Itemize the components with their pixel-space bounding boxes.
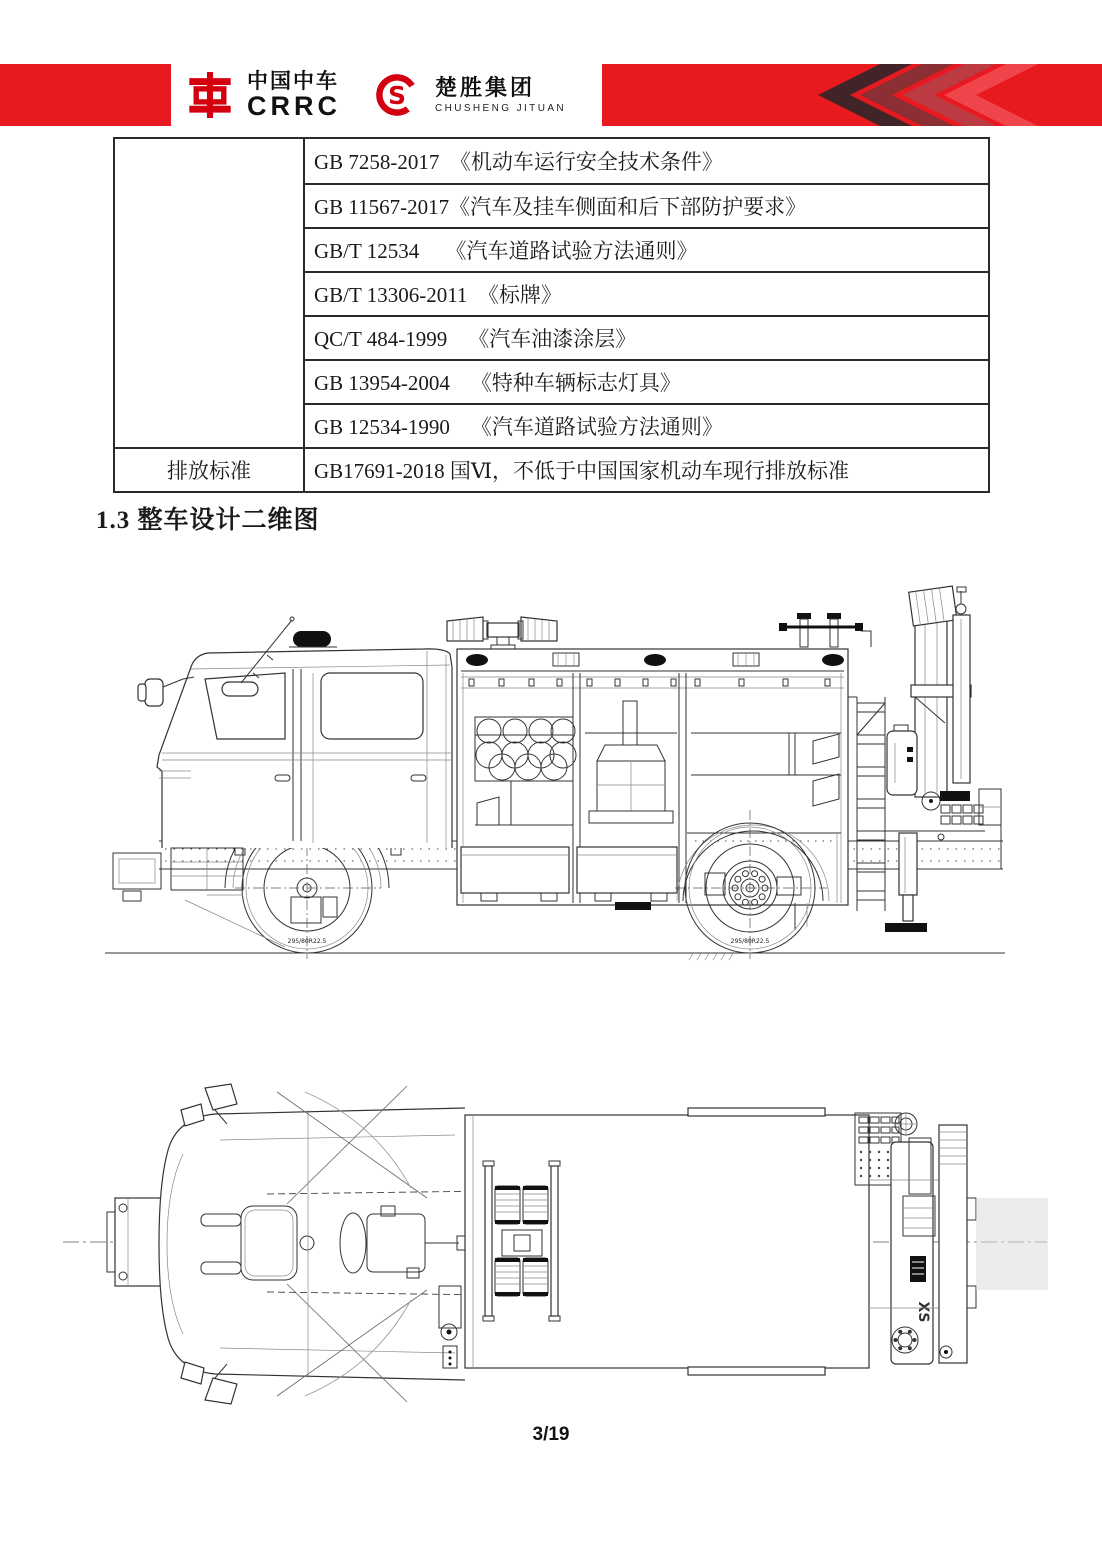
fold-shadow [976, 1198, 1048, 1290]
roof-pipe-mounts [779, 613, 871, 647]
access-ladder [848, 697, 885, 911]
header-band [0, 64, 1102, 126]
chusheng-name-en: CHUSHENG JITUAN [435, 102, 567, 114]
crane-spec-plate [910, 1256, 926, 1282]
roof-equipment [447, 613, 871, 649]
header-logo-area [171, 64, 602, 126]
chevron-decoration [602, 64, 1102, 126]
marker-light [822, 654, 844, 666]
marker-light [644, 654, 666, 666]
valve-block [941, 805, 983, 824]
body-top-view [465, 1108, 869, 1375]
emission-standard-label: 排放标准 [115, 447, 305, 491]
standards-table [113, 137, 990, 493]
crrc-name-en: CRRC [247, 90, 341, 121]
standard-row: GB 13954-2004 《特种车辆标志灯具》 [305, 359, 988, 403]
standard-row: GB/T 13306-2011 《标牌》 [305, 271, 988, 315]
rear-tire-size-label: 295/80R22.5 [730, 938, 770, 945]
svg-text:S: S [388, 80, 406, 110]
chusheng-wordmark [435, 74, 567, 114]
ground-line [105, 953, 1005, 960]
standard-row: GB 11567-2017《汽车及挂车侧面和后下部防护要求》 [305, 183, 988, 227]
standard-row: GB 12534-1990 《汽车道路试验方法通则》 [305, 403, 988, 447]
crrc-logo-icon [187, 72, 233, 118]
page-number: 3/19 [532, 1424, 570, 1445]
emission-standard-value: GB17691-2018 国Ⅵ，不低于中国国家机动车现行排放标准 [305, 447, 988, 491]
beacon-light [293, 631, 331, 647]
truck-side-view-drawing [95, 585, 1010, 970]
front-tire-size-label: 295/80R22.5 [287, 938, 327, 945]
hydraulic-tank [887, 725, 917, 795]
standard-row: GB 7258-2017 《机动车运行安全技术条件》 [314, 150, 723, 174]
front-bumper-top [107, 1198, 163, 1286]
cab-top-view [159, 1084, 493, 1404]
section-heading: 1.3 整车设计二维图 [96, 507, 320, 534]
cab-side [113, 617, 452, 947]
chusheng-logo-icon [373, 71, 421, 119]
standards-merged-cell [115, 139, 305, 447]
crane-control-label [940, 791, 970, 801]
crrc-wordmark [247, 71, 341, 120]
standard-row: GB/T 12534 《汽车道路试验方法通则》 [305, 227, 988, 271]
crane-jib [953, 587, 970, 783]
chusheng-name-cn: 楚胜集团 [435, 74, 536, 100]
truck-top-view-drawing [55, 1080, 1055, 1410]
crrc-name-cn: 中国中车 [247, 69, 339, 93]
rear-connector-box [615, 902, 651, 910]
crane-brand-label: XS [915, 1301, 931, 1323]
standard-row: QC/T 484-1999 《汽车油漆涂层》 [305, 315, 988, 359]
outrigger-leg [885, 833, 927, 932]
marker-light [466, 654, 488, 666]
